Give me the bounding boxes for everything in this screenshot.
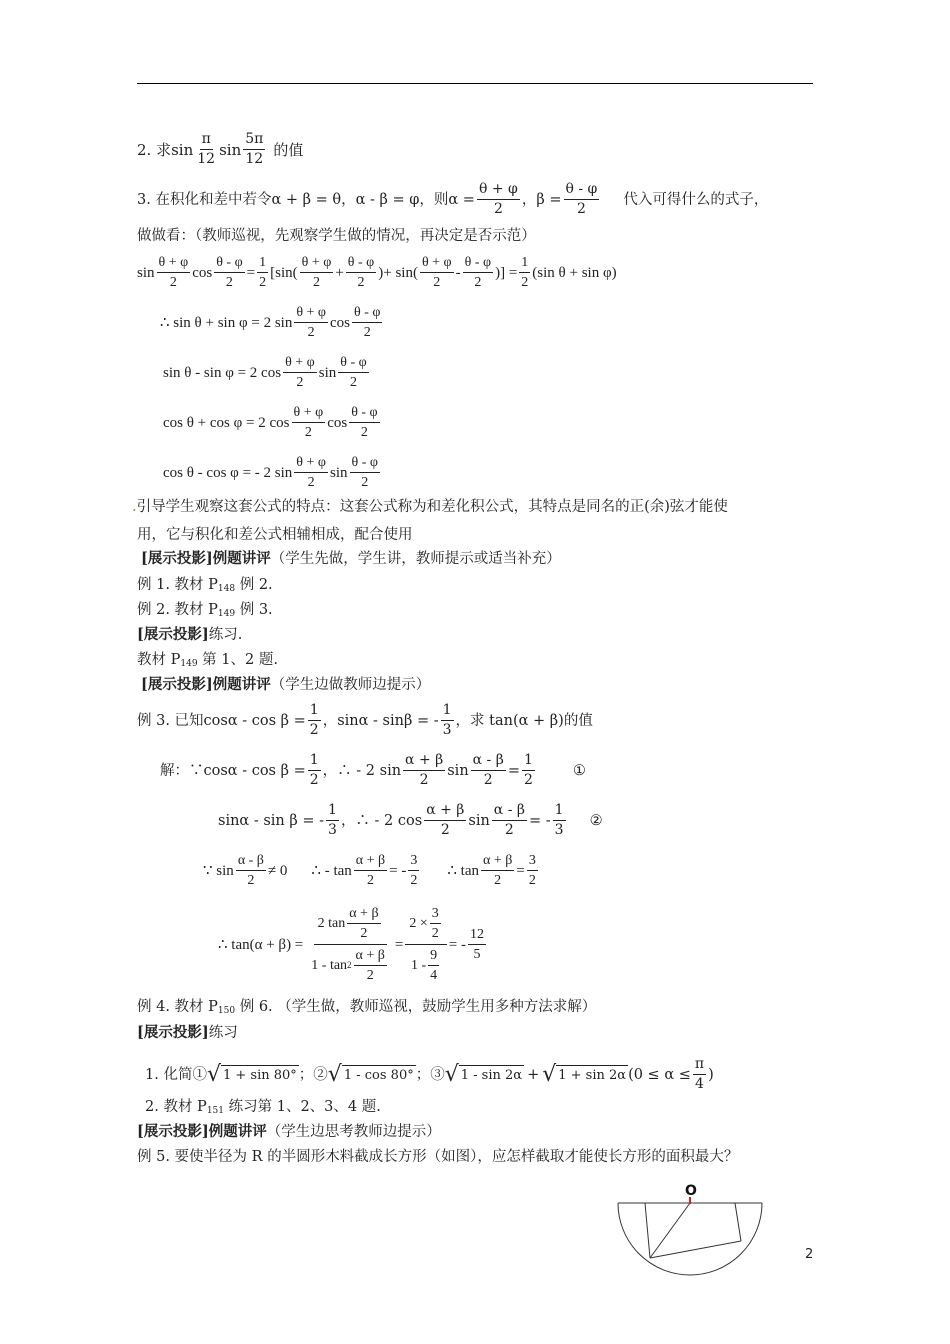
solution-line-2: sinα - sin β = - $\frac{1}{3}$ ，∴ - 2 cos $\frac{\alpha + \beta}{2}$ sin $\frac{\alpha - \beta}{2}$ = - $\frac{1}{3}$ ②	[218, 802, 603, 838]
practice-2: 2. 教材 $P_{151}$ 练习第 1、2、3、4 题.	[145, 1099, 381, 1116]
section-heading-1: [展示投影]例题讲评（学生先做，学生讲，教师提示或适当补充）	[141, 550, 561, 567]
equation-tag-1: ①	[572, 762, 586, 779]
q2-suffix: 的值	[273, 140, 304, 159]
q3-frac-beta: $\frac{\theta - \varphi}{2}$	[565, 181, 598, 217]
paragraph-line2: 用，它与积化和差公式相辅相成，配合使用	[137, 527, 413, 543]
formula-2: sin θ - sin φ = 2 cos $\frac{\theta + \varphi}{2}$ sin $\frac{\theta - \varphi}{2}$	[163, 355, 367, 390]
q2-sin: sin	[171, 140, 194, 159]
q3-prefix: 3. 在积化和差中若令α + β = θ，α - β = φ，则	[137, 191, 449, 208]
formula-1: ∴ sin θ + sin φ = 2 sin $\frac{\theta + \varphi}{2}$ cos $\frac{\theta - \varphi}{2}$	[160, 305, 381, 340]
q3-suffix: 代入可得什么的式子，	[623, 191, 769, 208]
practice-1: 教材 $P_{149}$ 第 1、2 题.	[137, 652, 278, 669]
semicircle-diagram	[615, 1175, 775, 1285]
section-heading-3: [展示投影]例题讲评（学生边做教师边提示）	[141, 676, 431, 693]
formula-4: cos θ - cos φ = - 2 sin $\frac{\theta + \varphi}{2}$ sin $\frac{\theta - \varphi}{2}$	[163, 455, 378, 490]
page-number: 2	[805, 1247, 814, 1262]
center-label: O	[685, 1183, 697, 1199]
q3-frac-alpha: $\frac{\theta + \varphi}{2}$	[478, 181, 518, 217]
formula-3: cos θ + cos φ = 2 cos $\frac{\theta + \varphi}{2}$ cos $\frac{\theta - \varphi}{2}$	[163, 405, 378, 440]
equation-tag-2: ②	[589, 812, 603, 829]
q2-sin-2: sin	[219, 140, 242, 159]
section-heading-2: [展示投影]练习.	[137, 626, 243, 643]
solution-line-3: ∵ sin $\frac{\alpha - \beta}{2}$ ≠ 0 ∴ - tan $\frac{\alpha + \beta}{2}$ = - $\frac{3}{2}$ ∴ tan $\frac{\alpha + \beta}{2}$ = $\frac{3}{2}$	[203, 853, 536, 888]
example-3: 例 3. 已知cosα - cos β = $\frac{1}{2}$ ，sinα - sinβ = - $\frac{1}{3}$ ，求 tan(α + β)的值	[137, 702, 593, 738]
q3-alpha: α =	[448, 191, 475, 208]
q2-frac1: $\frac{\pi}{12}$	[197, 131, 216, 167]
example-5: 例 5. 要使半径为 R 的半圆形木料截成长方形（如图），应怎样截取才能使长方形的面积最大？	[137, 1149, 739, 1165]
q3-beta: β =	[536, 191, 562, 208]
example-1: 例 1. 教材 $P_{148}$ 例 2.	[137, 577, 273, 594]
question-2	[137, 131, 303, 168]
q3-line2: 做做看：（教师巡视，先观察学生做的情况，再决定是否示范）	[137, 228, 536, 244]
simplify-exercise: 1. 化简① √ 1 + sin 80° ；② √ 1 - cos 80° ；③ √ 1 - sin 2α + √ 1 + sin 2α (0 ≤ α ≤ $\frac{\pi}{4}$ )	[145, 1056, 714, 1092]
paragraph-line1: .引导学生观察这套公式的特点：这套公式称为和差化积公式，其特点是同名的正(余)弦才能使	[132, 499, 728, 515]
q2-prefix: 2. 求	[137, 140, 172, 159]
derivation-line: sin $\frac{\theta + \varphi}{2}$ cos $\frac{\theta - \varphi}{2}$ = $\frac{1}{2}$ [sin( $\frac{\theta + \varphi}{2}$ + $\frac{\theta - \varphi}{2}$ )+ sin( $\frac{\theta + \varphi}{2}$ - $\frac{\theta - \varphi}{2}$ )] = $\frac{1}{2}$ (sin θ + sin φ)	[137, 255, 617, 290]
example-4: 例 4. 教材 $P_{150}$ 例 6. （学生做，教师巡视，鼓励学生用多种方法求解）	[137, 999, 597, 1016]
header-rule	[137, 83, 813, 84]
section-heading-4: [展示投影]练习	[137, 1024, 238, 1041]
example-2: 例 2. 教材 $P_{149}$ 例 3.	[137, 602, 273, 619]
question-3: 3. 在积化和差中若令α + β = θ，α - β = φ，则 α = $\frac{\theta + \varphi}{2}$ ， β = $\frac{\theta - \varphi}{2}$ 代入可得什么的式子，	[137, 181, 769, 217]
q2-frac2: $\frac{5\pi}{12}$	[245, 131, 264, 167]
solution-line-1: 解：∵cosα - cos β = $\frac{1}{2}$ ，∴ - 2 sin $\frac{\alpha + \beta}{2}$ sin $\frac{\alpha - \beta}{2}$ = $\frac{1}{2}$ ①	[160, 752, 586, 788]
section-heading-5: [展示投影]例题讲评（学生边思考教师边提示）	[137, 1123, 441, 1140]
solution-line-4: ∴ tan(α + β) = 2 tan $\frac{\alpha + \beta}{2}$ 1 - tan 2 $\frac{\alpha + \beta}{2}$ = 2 × $\frac{3}{2}$ 1 - $\frac{9}{4}$ = - $\frac{12}{5}$	[218, 906, 484, 983]
